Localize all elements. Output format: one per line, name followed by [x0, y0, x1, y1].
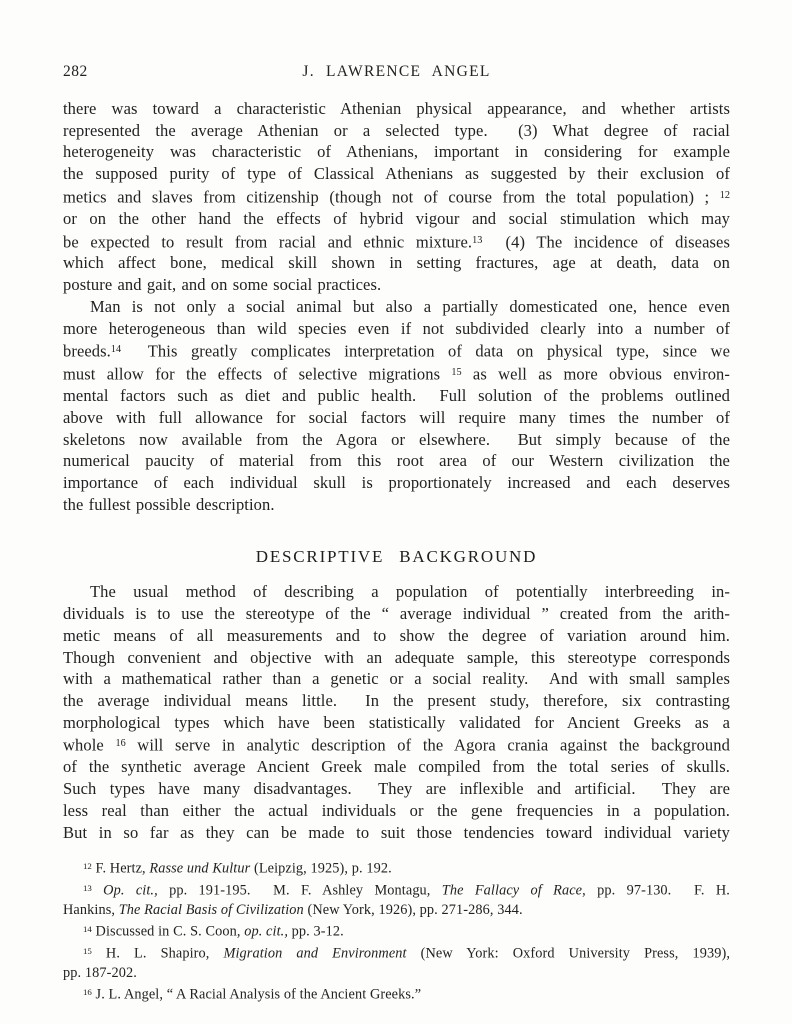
text-line — [63, 141, 730, 163]
page-body — [63, 98, 730, 843]
italic-text: op. cit., — [244, 923, 288, 940]
text-segment: morphological types which have been statistically validated for Ancient Greeks as a — [63, 712, 730, 732]
text-line — [63, 901, 730, 920]
running-title: J. LAWRENCE ANGEL — [302, 63, 491, 80]
italic-text: The Fallacy of Race — [441, 882, 583, 899]
text-segment: as well as more obvious environ- — [461, 364, 730, 384]
text-line — [63, 625, 730, 647]
text-segment: (New York: Oxford University Press, 1939), — [406, 945, 730, 962]
text-line — [63, 983, 730, 1005]
text-line — [63, 494, 730, 516]
text-line — [63, 756, 730, 778]
text-line — [63, 964, 730, 983]
page-number: 282 — [63, 63, 88, 80]
text-segment: will serve in analytic description of the Agora crania against the background — [125, 735, 730, 755]
text-line — [63, 98, 730, 120]
text-line — [63, 208, 730, 230]
text-segment: (New York, 1926), pp. 271-286, 344. — [303, 902, 523, 919]
page-header — [63, 62, 730, 81]
text-line — [63, 800, 730, 822]
text-segment: importance of each individual skull is proportionately increased and each deserves — [63, 473, 730, 493]
text-line — [63, 185, 730, 208]
italic-text: Migration and Environment — [223, 945, 407, 962]
text-line — [63, 472, 730, 494]
text-segment: more heterogeneous than wild species even if not subdivided clearly into a number of — [63, 318, 730, 338]
footnotes — [63, 857, 730, 1005]
footnote-13 — [63, 879, 730, 920]
footnote-marker: 16 — [115, 738, 126, 750]
text-segment: Such types have many disadvantages. They are inflexible and artificial. They are — [63, 779, 730, 799]
footnote-marker: 12 — [83, 861, 92, 872]
text-line — [63, 339, 730, 362]
text-line — [63, 429, 730, 451]
text-segment: pp. 3-12. — [288, 923, 344, 940]
text-line — [63, 450, 730, 472]
footnote-marker: 13 — [472, 234, 483, 246]
text-line — [63, 318, 730, 340]
text-segment — [92, 883, 103, 899]
text-segment: F. Hertz, — [91, 860, 150, 877]
text-segment: , pp. 97-130. F. H. — [582, 882, 730, 899]
text-segment: Though convenient and objective with an adequate sample, this stereotype corresponds — [63, 647, 730, 667]
text-segment: of the synthetic average Ancient Greek male compiled from the total series of skulls. — [63, 757, 730, 777]
footnote-marker: 15 — [451, 367, 462, 379]
text-segment: dividuals is to use the stereotype of the “ average individual ” created from the arith- — [63, 604, 730, 624]
text-segment: less real than either the actual individuals or the gene frequencies in a population. — [63, 800, 730, 820]
text-segment: (4) The incidence of diseases — [482, 231, 730, 251]
text-line — [63, 857, 730, 879]
text-segment: which affect bone, medical skill shown in setting fractures, age at death, data on — [63, 253, 730, 273]
text-segment: or on the other hand the effects of hybrid vigour and social stimulation which may — [63, 208, 730, 228]
text-segment: The usual method of describing a population of potentially interbreeding in- — [90, 582, 730, 602]
text-segment: mental factors such as diet and public health. Full solution of the problems outlined — [63, 386, 730, 406]
text-line — [63, 385, 730, 407]
footnote-marker: 15 — [83, 946, 92, 957]
paragraph-3 — [63, 581, 730, 843]
text-line — [63, 362, 730, 385]
text-segment: breeds. — [63, 341, 111, 361]
footnote-marker: 13 — [83, 883, 92, 894]
text-line — [63, 407, 730, 429]
text-line — [63, 120, 730, 142]
paragraph-2 — [63, 296, 730, 516]
text-line — [63, 603, 730, 625]
text-line — [63, 879, 730, 901]
text-segment: skeletons now available from the Agora or elsewhere. But simply because of the — [63, 429, 730, 449]
text-segment: metics and slaves from citizenship (though not of course from the total population) ; — [63, 187, 720, 207]
text-line — [63, 581, 730, 603]
text-segment: (Leipzig, 1925), p. 192. — [250, 860, 392, 877]
text-segment: be expected to result from racial and ethnic mixture. — [63, 231, 473, 251]
text-segment: the average individual means little. In the present study, therefore, six contrasting — [63, 691, 730, 710]
text-line — [63, 163, 730, 185]
text-line — [63, 647, 730, 669]
italic-text: Rasse und Kultur — [149, 860, 251, 877]
text-segment: metic means of all measurements and to show the degree of variation around him. — [63, 625, 730, 645]
footnote-marker: 16 — [83, 987, 92, 998]
text-segment: numerical paucity of material from this root area of our Western civilization the — [63, 451, 730, 471]
text-segment: Man is not only a social animal but also a partially domesticated one, hence even — [90, 296, 730, 316]
footnote-marker: 14 — [83, 924, 92, 935]
footnote-15 — [63, 942, 730, 983]
text-segment: Discussed in C. S. Coon, — [91, 923, 245, 940]
text-segment: the fullest possible description. — [63, 494, 275, 514]
footnote-marker: 14 — [110, 344, 122, 356]
text-segment: whole — [63, 735, 116, 755]
italic-text: The Racial Basis of Civilization — [118, 902, 304, 919]
text-line — [63, 778, 730, 800]
text-segment: H. L. Shapiro, — [91, 945, 224, 962]
text-line — [63, 274, 730, 296]
text-segment: represented the average Athenian or a selected type. (3) What degree of racial — [63, 120, 730, 140]
text-line — [63, 920, 730, 942]
text-line — [63, 822, 730, 844]
footnote-14 — [63, 920, 730, 942]
text-line — [63, 668, 730, 690]
text-segment: must allow for the effects of selective migrations — [63, 364, 452, 384]
text-segment: the supposed purity of type of Classical Athenians as suggested by their exclusion of — [63, 164, 730, 184]
text-segment: above with full allowance for social factors will require many times the number of — [63, 407, 730, 427]
footnote-12 — [63, 857, 730, 879]
text-segment: This greatly complicates interpretation of data on physical type, since we — [121, 341, 730, 361]
text-segment: heterogeneity was characteristic of Athenians, important in considering for example — [63, 142, 730, 162]
text-line — [63, 230, 730, 253]
text-segment: J. L. Angel, “ A Racial Analysis of the Ancient Greeks.” — [91, 987, 422, 1004]
text-segment: Hankins, — [63, 902, 119, 919]
text-line — [63, 252, 730, 274]
text-line — [63, 942, 730, 964]
footnote-16 — [63, 983, 730, 1005]
italic-text: Op. cit., — [103, 882, 158, 899]
text-segment: pp. 187-202. — [63, 965, 137, 982]
text-line — [63, 733, 730, 756]
text-line — [63, 690, 730, 712]
text-line — [63, 712, 730, 734]
footnote-marker: 12 — [719, 189, 730, 201]
section-heading: DESCRIPTIVE BACKGROUND — [255, 547, 538, 567]
text-segment: pp. 191-195. M. F. Ashley Montagu, — [157, 882, 442, 899]
text-segment: with a mathematical rather than a genetic or a social reality. And with small samples — [63, 669, 730, 689]
text-segment: there was toward a characteristic Athenian physical appearance, and whether artists — [63, 99, 730, 118]
text-segment: posture and gait, and on some social practices. — [63, 275, 382, 295]
paragraph-1 — [63, 98, 730, 296]
text-segment: But in so far as they can be made to suit those tendencies toward individual variety — [63, 822, 730, 842]
text-line — [63, 296, 730, 318]
